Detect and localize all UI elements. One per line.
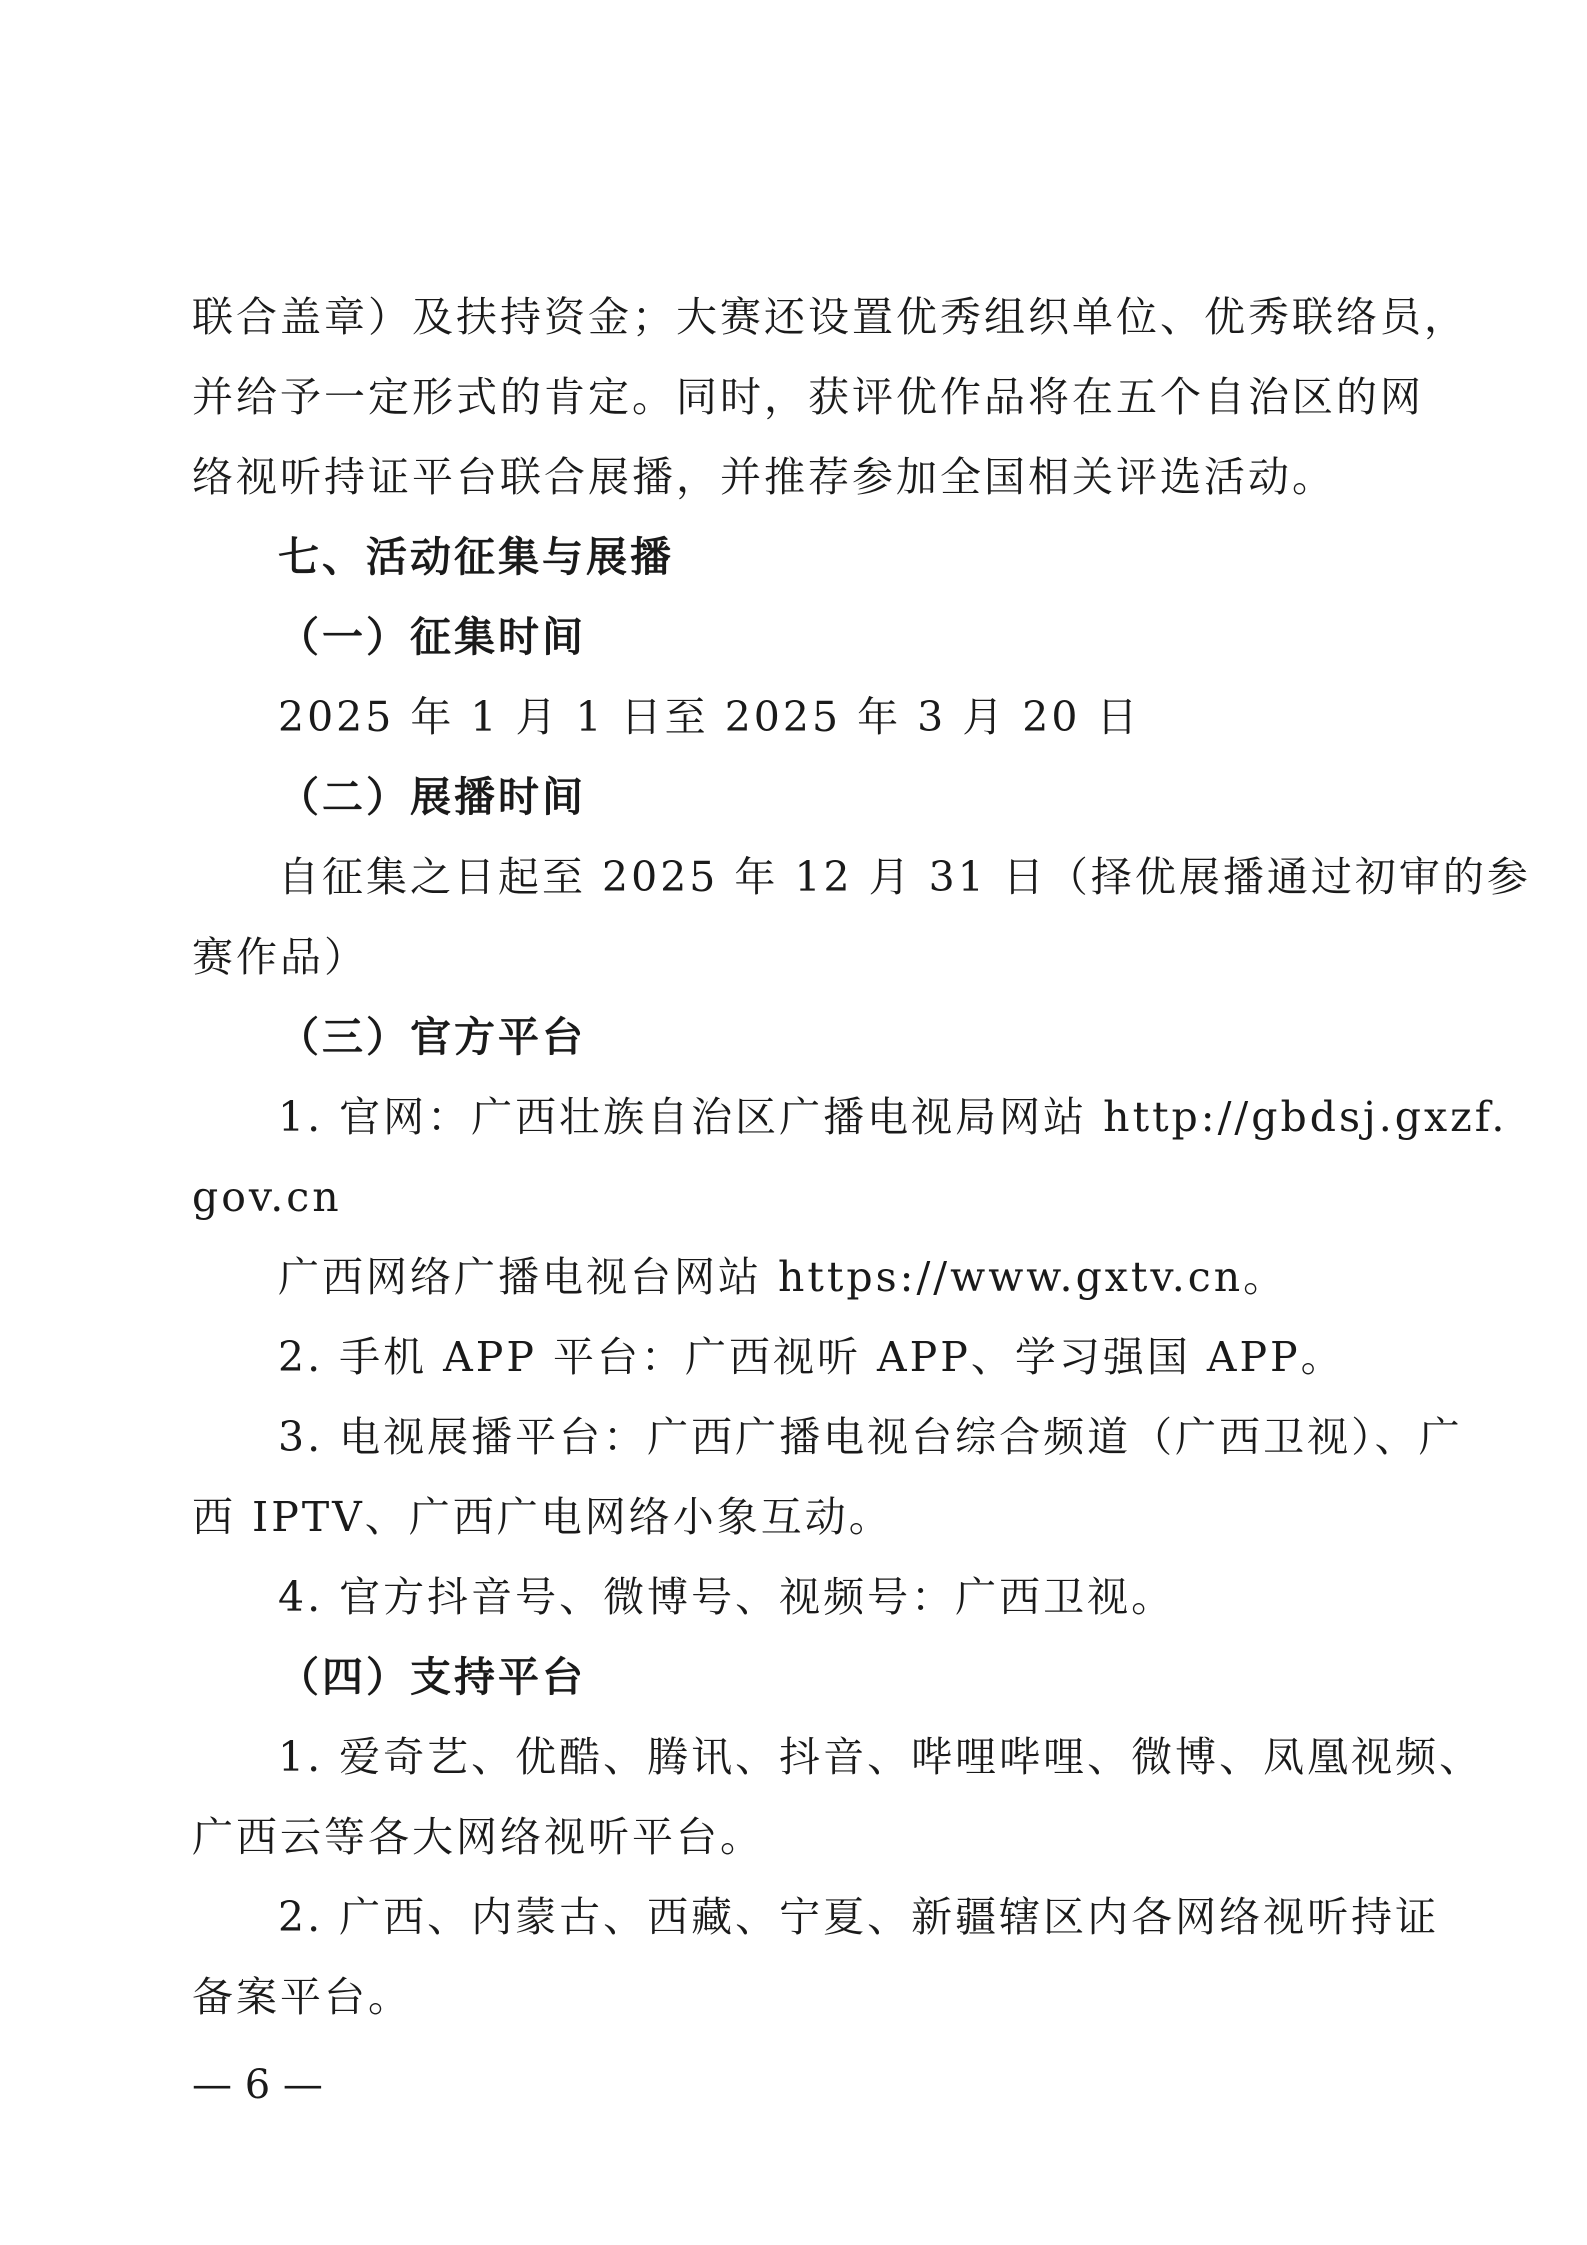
paragraph-line: 西 IPTV、广西广电网络小象互动。 [192, 1493, 893, 1541]
subsection-heading: （三）官方平台 [278, 1013, 586, 1061]
subsection-heading: （二）展播时间 [278, 773, 586, 821]
paragraph-line: 2. 广西、内蒙古、西藏、宁夏、新疆辖区内各网络视听持证 [278, 1893, 1440, 1941]
paragraph-line: 并给予一定形式的肯定。同时，获评优作品将在五个自治区的网 [192, 373, 1424, 421]
page-number: — 6 — [192, 2062, 323, 2108]
paragraph-line: 广西网络广播电视台网站 https://www.gxtv.cn。 [278, 1253, 1288, 1301]
paragraph-line: 联合盖章）及扶持资金；大赛还设置优秀组织单位、优秀联络员， [192, 293, 1468, 341]
paragraph-line: 4. 官方抖音号、微博号、视频号：广西卫视。 [278, 1573, 1176, 1621]
paragraph-line: 广西云等各大网络视听平台。 [192, 1813, 764, 1861]
paragraph-line: 赛作品） [192, 933, 368, 981]
paragraph-line: 络视听持证平台联合展播，并推荐参加全国相关评选活动。 [192, 453, 1336, 501]
paragraph-line: 2. 手机 APP 平台：广西视听 APP、学习强国 APP。 [278, 1333, 1345, 1381]
paragraph-line: 1. 爱奇艺、优酷、腾讯、抖音、哔哩哔哩、微博、凤凰视频、 [278, 1733, 1484, 1781]
paragraph-line: 2025 年 1 月 1 日至 2025 年 3 月 20 日 [278, 693, 1141, 741]
paragraph-line: 自征集之日起至 2025 年 12 月 31 日（择优展播通过初审的参 [278, 853, 1531, 901]
section-heading: 七、活动征集与展播 [278, 533, 674, 581]
paragraph-line: 备案平台。 [192, 1973, 412, 2021]
paragraph-line: 1. 官网：广西壮族自治区广播电视局网站 http://gbdsj.gxzf. [278, 1093, 1508, 1141]
subsection-heading: （四）支持平台 [278, 1653, 586, 1701]
paragraph-line: 3. 电视展播平台：广西广播电视台综合频道（广西卫视）、广 [278, 1413, 1463, 1461]
paragraph-line: gov.cn [192, 1173, 342, 1221]
subsection-heading: （一）征集时间 [278, 613, 586, 661]
